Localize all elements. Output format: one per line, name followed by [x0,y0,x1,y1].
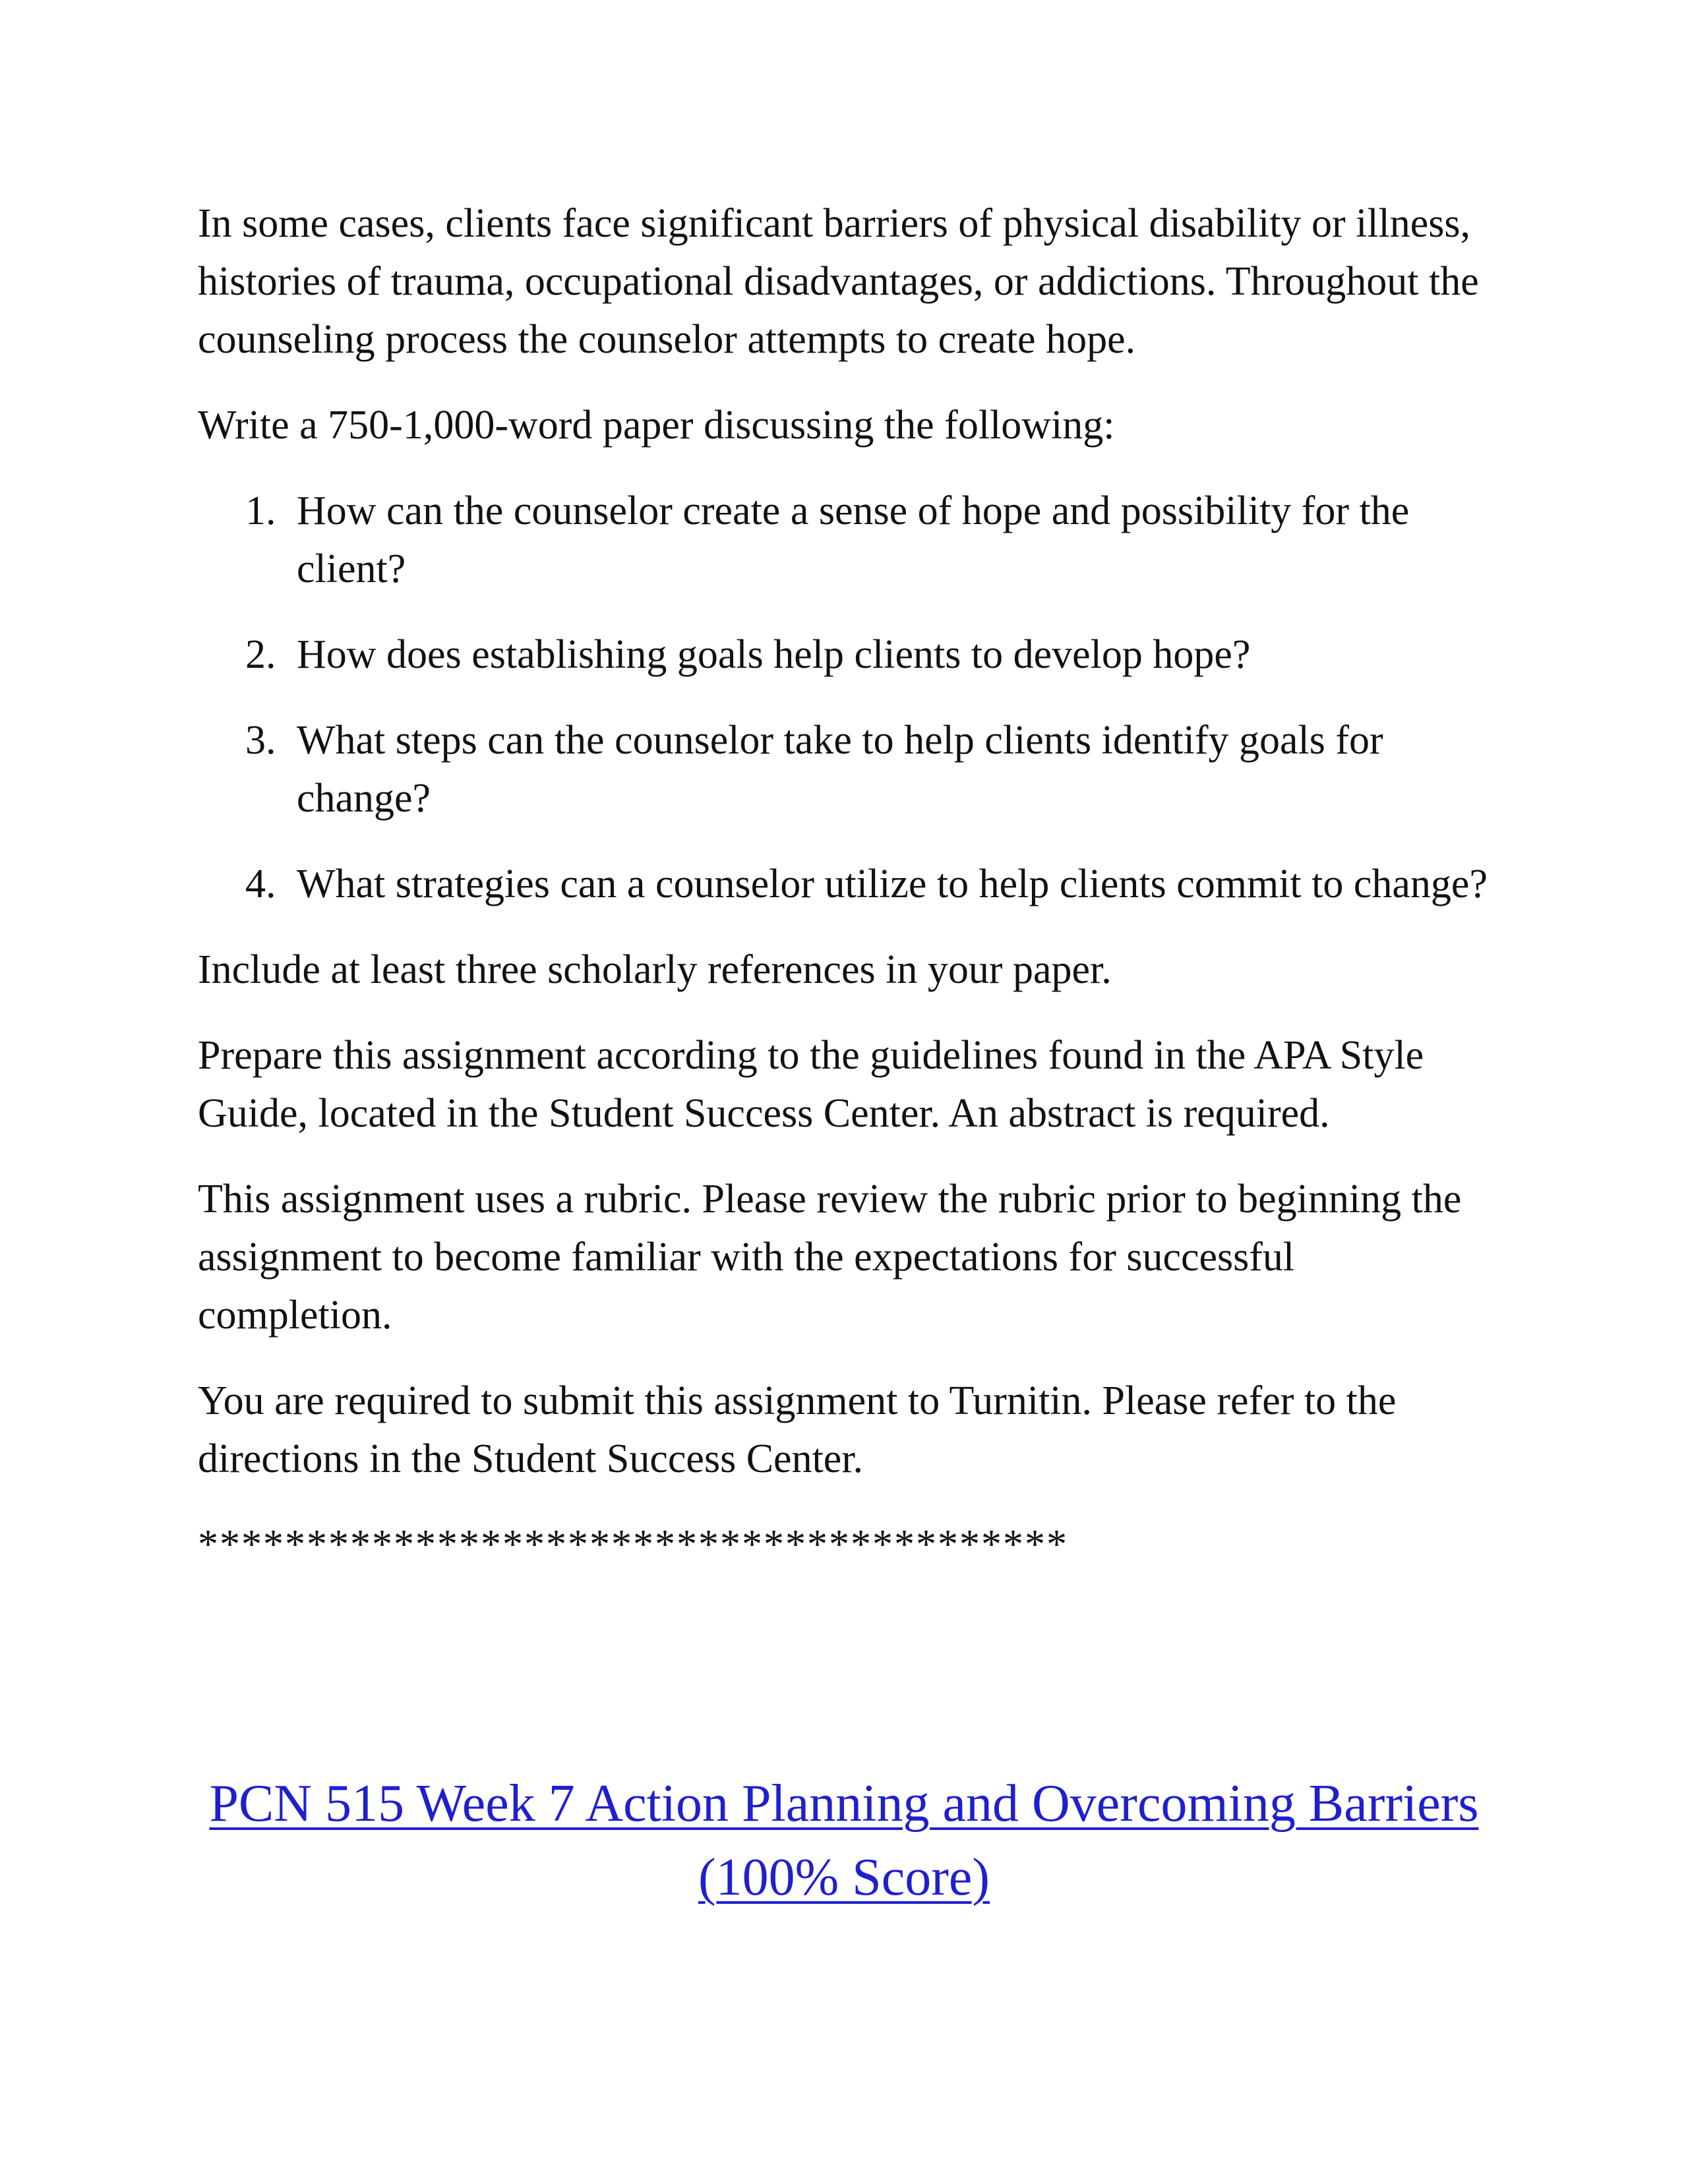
list-item [198,711,1490,827]
document-body [198,194,1490,1574]
question-list [198,482,1490,913]
list-number: 2. [245,632,276,677]
list-number: 3. [245,718,276,763]
references-paragraph: Include at least three scholarly references in your paper. [198,947,1112,992]
instruction-paragraph: Write a 750-1,000-word paper discussing the following: [198,403,1115,448]
rubric-paragraph: This assignment uses a rubric. Please review the rubric prior to beginning the assignment to become familiar with the expectations for successful completion. [198,1177,1462,1338]
list-item [198,855,1490,913]
list-text: How can the counselor create a sense of hope and possibility for the client? [297,488,1410,591]
product-link[interactable]: PCN 515 Week 7 Action Planning and Overcoming Barriers (100% Score) [209,1775,1479,1906]
intro-paragraph: In some cases, clients face significant barriers of physical disability or illness, histories of trauma, occupational disadvantages, or addictions. Throughout the counseling process the counselor attempts to create hope. [198,201,1479,362]
list-text: What steps can the counselor take to help clients identify goals for change? [297,718,1383,821]
turnitin-paragraph: You are required to submit this assignment to Turnitin. Please refer to the directions in the Student Success Center. [198,1378,1397,1481]
list-item [198,482,1490,598]
list-number: 1. [245,488,276,533]
list-text: What strategies can a counselor utilize to help clients commit to change? [297,862,1488,906]
list-text: How does establishing goals help clients to develop hope? [297,632,1251,677]
link-container [198,1767,1490,1914]
asterisk-separator: **************************************** [198,1522,1068,1567]
apa-paragraph: Prepare this assignment according to the guidelines found in the APA Style Guide, located in the Student Success Center. An abstract is required. [198,1033,1424,1136]
list-number: 4. [245,862,276,906]
list-item [198,626,1490,684]
